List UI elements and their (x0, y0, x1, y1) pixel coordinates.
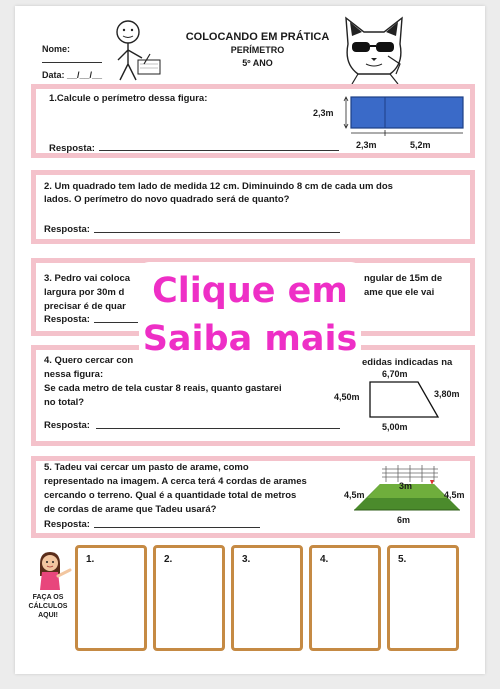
q4-bottom-label: 5,00m (382, 422, 408, 432)
calc-box-4[interactable] (309, 545, 381, 651)
question-3-line-1-right: ngular de 15m de (364, 273, 443, 284)
q5-top-label: 3m (399, 481, 413, 491)
q5-right-label: 4,5m (444, 490, 465, 500)
question-4-answer-label: Resposta: (44, 420, 90, 431)
worksheet-title: COLOCANDO EM PRÁTICA (185, 31, 330, 43)
calc-box-2-label: 2. (164, 554, 173, 565)
calc-box-1-label: 1. (86, 554, 95, 565)
question-5-line-2: representado na imagem. A cerca terá 4 cordas de arames (44, 476, 307, 487)
question-3-line-2-right: ame que ele vai (364, 287, 435, 298)
question-2-answer-label: Resposta: (44, 224, 90, 235)
calc-box-1[interactable] (75, 545, 147, 651)
question-5-line-4: de cordas de arame que Tadeu usará? (44, 504, 217, 515)
calc-box-4-label: 4. (320, 554, 329, 565)
name-line (42, 62, 102, 63)
calc-box-2[interactable] (153, 545, 225, 651)
q5-bottom-label: 6m (397, 515, 411, 525)
question-4-line-1-left: 4. Quero cercar con (44, 355, 134, 366)
question-3-line-3-left: precisar é de quar (44, 301, 126, 312)
q1-height-label: 2,3m (313, 108, 334, 118)
question-4-line-2: nessa figura: (44, 369, 104, 380)
question-5-line-3: cercando o terreno. Qual é a quantidade total de metros (44, 490, 297, 501)
calc-box-3-label: 3. (242, 554, 251, 565)
question-1-text: 1.Calcule o perímetro dessa figura: (49, 93, 208, 104)
q4-left-label: 4,50m (334, 392, 360, 402)
calc-note-line-1: FAÇA OS (32, 594, 64, 601)
promo-banner-line-1[interactable]: Clique em (139, 262, 361, 320)
calc-note-line-2: CÁLCULOS (28, 603, 68, 610)
worksheet-grade: 5º ANO (242, 58, 273, 68)
question-4-line-1-right: edidas indicadas na (362, 357, 453, 368)
date-label: Data: __/__/__ (42, 70, 103, 80)
name-label: Nome: (42, 44, 71, 54)
question-5-line-1: 5. Tadeu vai cercar um pasto de arame, como (44, 462, 249, 473)
q4-right-label: 3,80m (434, 389, 460, 399)
question-3-line-1-left: 3. Pedro vai coloca (44, 273, 131, 284)
question-1-answer-label: Resposta: (49, 143, 95, 154)
calc-note-line-3: AQUI! (38, 612, 58, 619)
rectangle-figure (343, 96, 465, 136)
question-2-line-1: 2. Um quadrado tem lado de medida 12 cm. Diminuindo 8 cm de cada um dos (44, 181, 393, 192)
question-3-line-2-left: largura por 30m d (44, 287, 125, 298)
q1-width1-label: 2,3m (356, 140, 377, 150)
question-4-line-4: no total? (44, 397, 85, 408)
q5-left-label: 4,5m (344, 490, 365, 500)
question-5-answer-line[interactable] (94, 527, 260, 528)
q1-width2-label: 5,2m (410, 140, 431, 150)
q4-top-label: 6,70m (382, 369, 408, 379)
calc-box-3[interactable] (231, 545, 303, 651)
promo-banner-line-2[interactable]: Saiba mais (139, 312, 361, 364)
question-3-answer-line[interactable] (94, 322, 138, 323)
question-2-line-2: lados. O perímetro do novo quadrado será de quanto? (44, 194, 290, 205)
question-5-answer-label: Resposta: (44, 519, 90, 530)
question-4-line-3: Se cada metro de tela custar 8 reais, quanto gastarei (44, 383, 282, 394)
question-4-answer-line[interactable] (96, 428, 340, 429)
stick-figure-writing-illustration (108, 18, 172, 84)
calc-box-5[interactable] (387, 545, 459, 651)
question-2-answer-line[interactable] (94, 232, 340, 233)
question-1-answer-line[interactable] (99, 150, 339, 151)
worksheet-subtitle: PERÍMETRO (230, 45, 285, 55)
question-3-answer-label: Resposta: (44, 314, 90, 325)
cool-cat-sunglasses-illustration (338, 14, 410, 84)
girl-pointing-illustration (32, 550, 72, 592)
trapezoid-figure (368, 380, 440, 420)
calc-box-5-label: 5. (398, 554, 407, 565)
